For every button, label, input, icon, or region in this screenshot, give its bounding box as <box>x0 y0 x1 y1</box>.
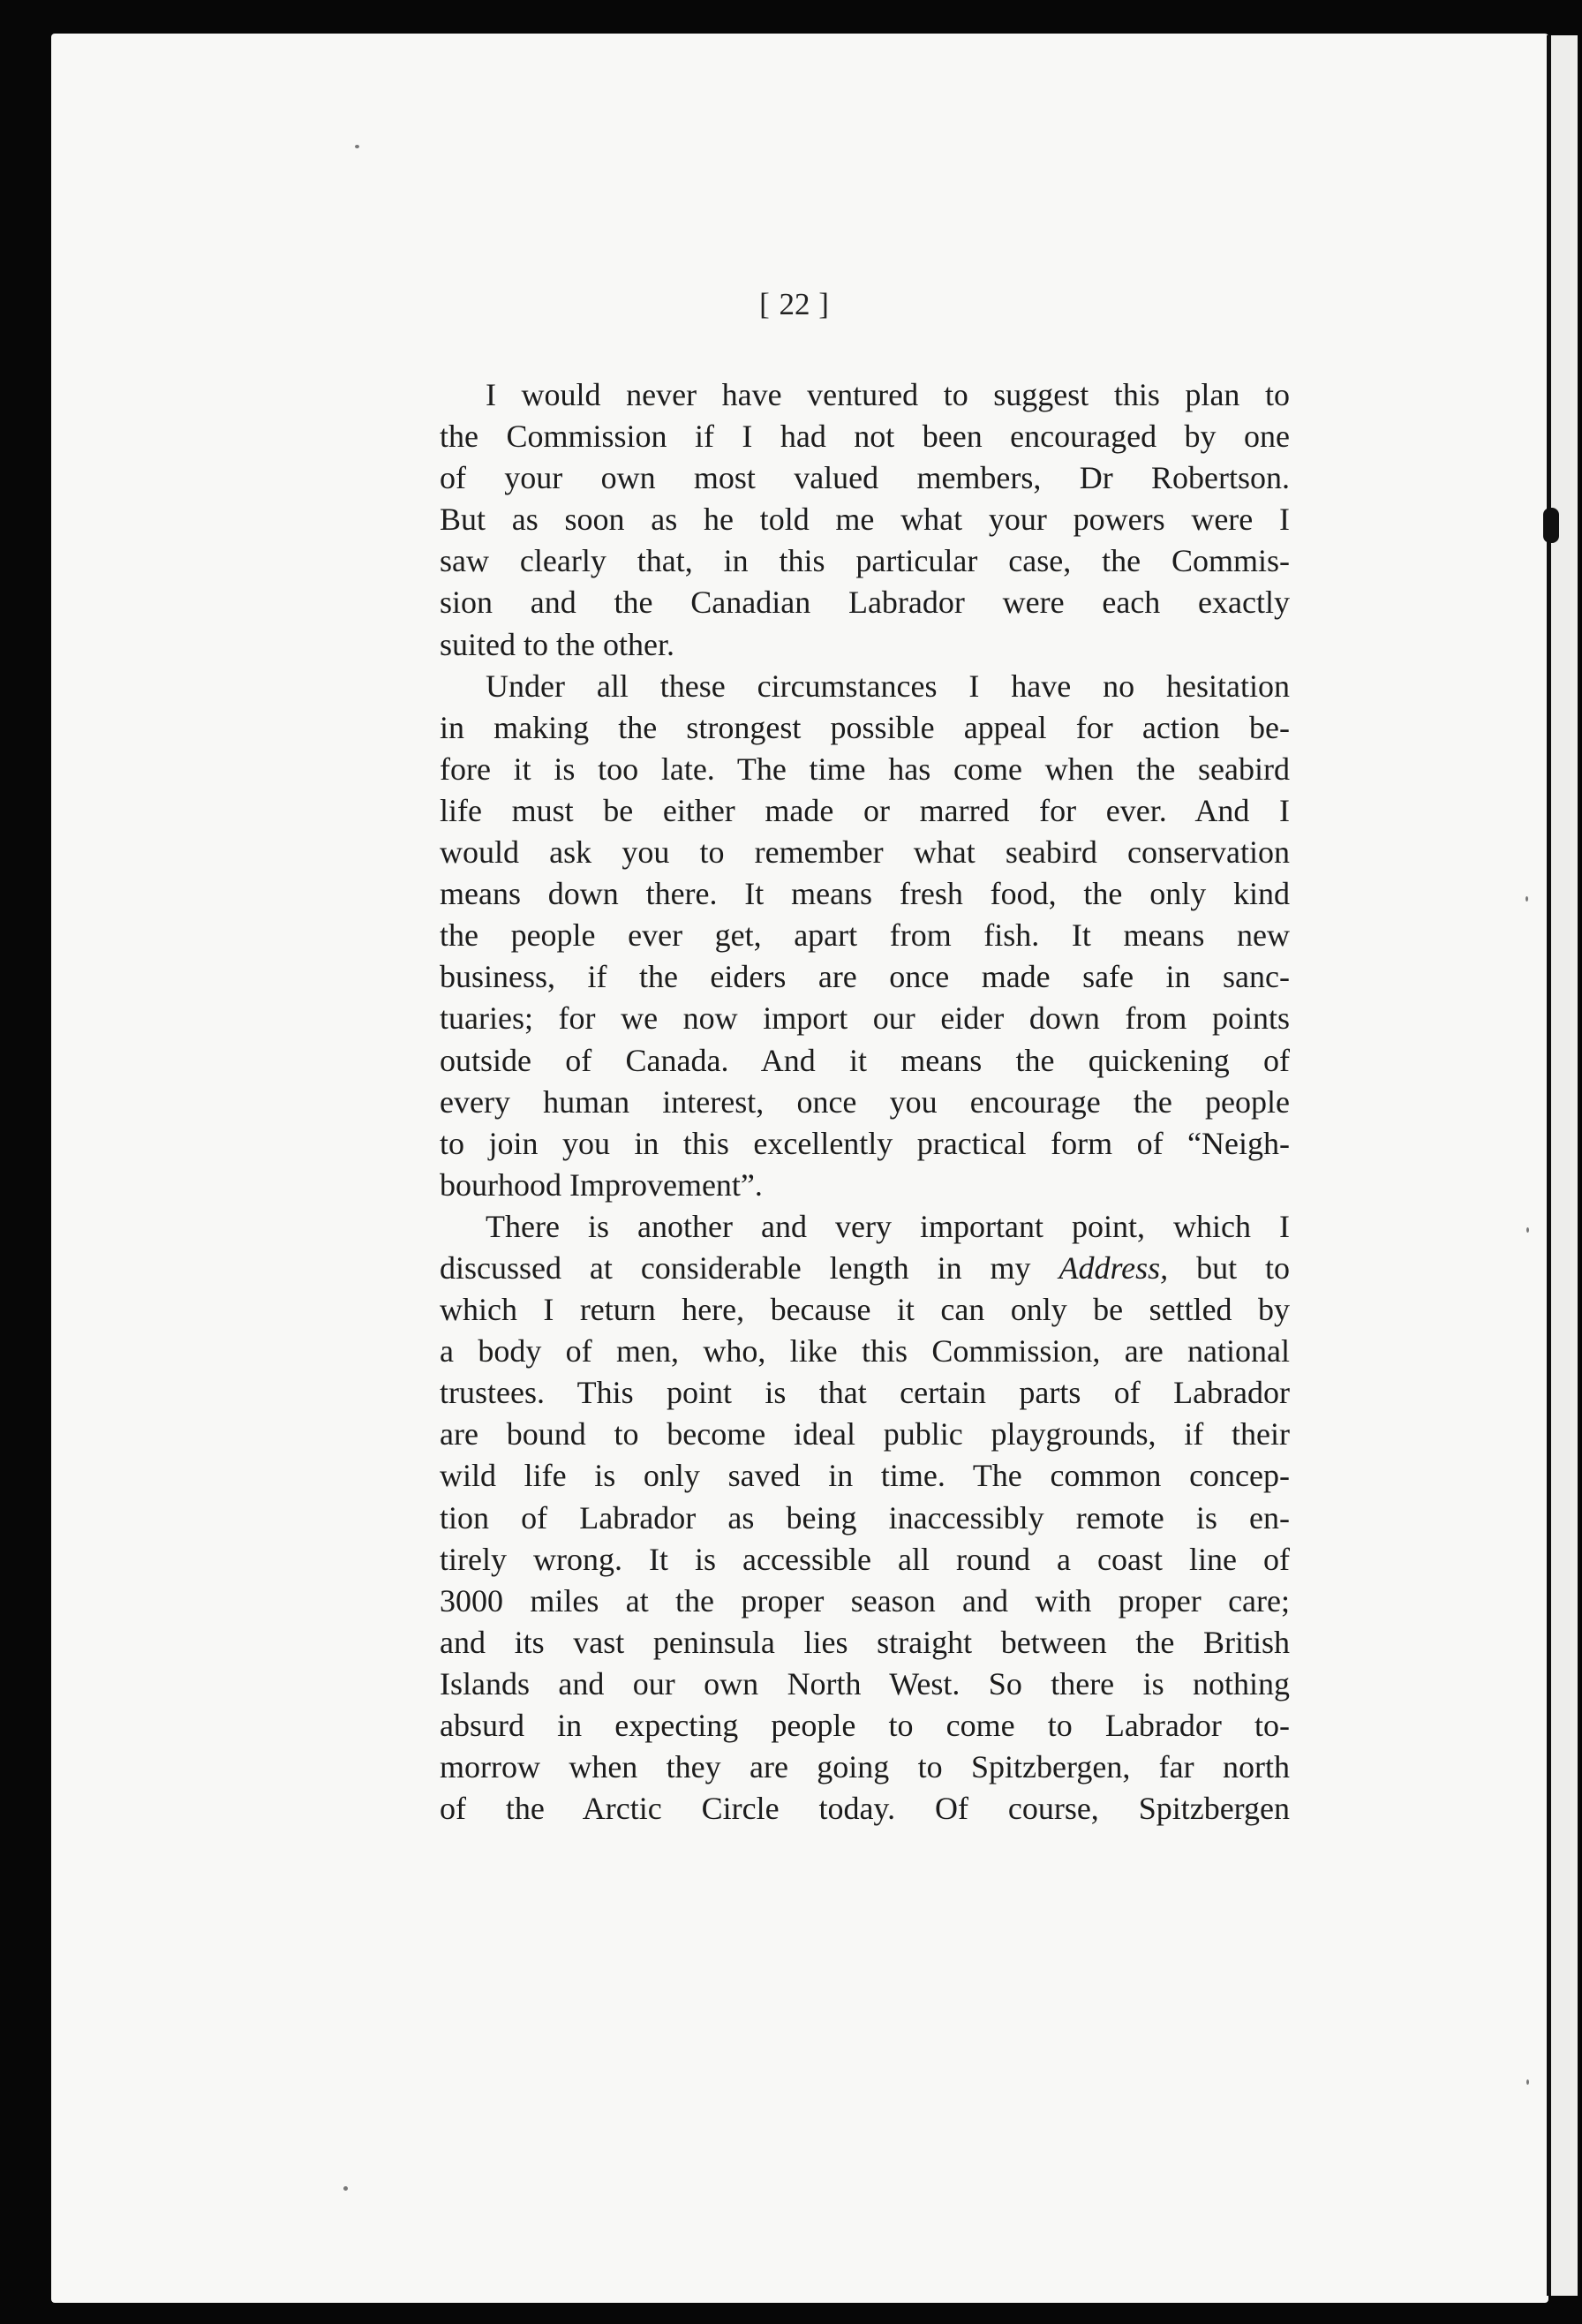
text-line: tion of Labrador as being inaccessibly remote is en- <box>440 1499 1290 1536</box>
scan-speck <box>1526 1227 1529 1233</box>
text-line: But as soon as he told me what your powers were I <box>440 502 1290 538</box>
text-line: I would never have ventured to suggest this plan to <box>486 377 1290 412</box>
text-line: which I return here, because it can only be settled by <box>440 1292 1290 1328</box>
text-line: to join you in this excellently practical form of “Neigh- <box>440 1125 1290 1161</box>
text-line: morrow when they are going to Spitzbergen, far north <box>440 1749 1290 1785</box>
text-line: saw clearly that, in this particular case, the Commis- <box>440 543 1290 579</box>
text-line: fore it is too late. The time has come when the seabird <box>440 751 1290 787</box>
text-line: There is another and very important point, which I <box>486 1208 1290 1244</box>
text-line: trustees. This point is that certain parts of Labrador <box>440 1375 1290 1411</box>
page-number: [ 22 ] <box>759 287 830 321</box>
text-line: of the Arctic Circle today. Of course, Spitzbergen <box>440 1791 1290 1827</box>
text-line: are bound to become ideal public playgrounds, if their <box>440 1416 1290 1452</box>
italic-title: Address, <box>1058 1249 1169 1286</box>
text-line <box>440 1248 1290 1289</box>
text-line: life must be either made or marred for ever. And I <box>440 792 1290 828</box>
text-line: means down there. It means fresh food, the only kind <box>440 876 1290 912</box>
text-line: would ask you to remember what seabird conservation <box>440 834 1290 871</box>
text-span: but to <box>1196 1249 1290 1286</box>
text-line: Islands and our own North West. So there is nothing <box>440 1665 1290 1702</box>
text-line: 3000 miles at the proper season and with proper care; <box>440 1582 1290 1618</box>
text-line: in making the strongest possible appeal for action be- <box>440 709 1290 745</box>
scan-speck <box>355 145 359 148</box>
text-line: tirely wrong. It is accessible all round a coast line of <box>440 1541 1290 1577</box>
text-line: outside of Canada. And it means the quickening of <box>440 1042 1290 1078</box>
adjacent-page-edge <box>1547 35 1578 2296</box>
text-line: wild life is only saved in time. The common concep- <box>440 1458 1290 1494</box>
body-text <box>440 374 1290 1830</box>
text-span: discussed at considerable length in my <box>440 1249 1031 1286</box>
text-line: Under all these circumstances I have no hesitation <box>486 668 1290 704</box>
scan-speck <box>1526 896 1528 902</box>
scan-speck <box>1526 2079 1529 2085</box>
text-line: absurd in expecting people to come to Labrador to- <box>440 1708 1290 1743</box>
binding-mark <box>1543 508 1559 543</box>
text-line: the Commission if I had not been encouraged by one <box>440 419 1290 455</box>
text-line: of your own most valued members, Dr Robertson. <box>440 460 1290 496</box>
text-line: and its vast peninsula lies straight between the British <box>440 1624 1290 1660</box>
text-line: bourhood Improvement”. <box>440 1166 763 1203</box>
text-line: every human interest, once you encourage the people <box>440 1083 1290 1120</box>
text-line: a body of men, who, like this Commission, are national <box>440 1333 1290 1370</box>
text-line: tuaries; for we now import our eider down from points <box>440 1000 1290 1037</box>
text-line: sion and the Canadian Labrador were each exactly <box>440 585 1290 621</box>
text-line: suited to the other. <box>440 626 674 662</box>
text-line: the people ever get, apart from fish. It means new <box>440 917 1290 954</box>
text-line: business, if the eiders are once made safe in sanc- <box>440 959 1290 995</box>
scan-speck <box>343 2186 348 2191</box>
